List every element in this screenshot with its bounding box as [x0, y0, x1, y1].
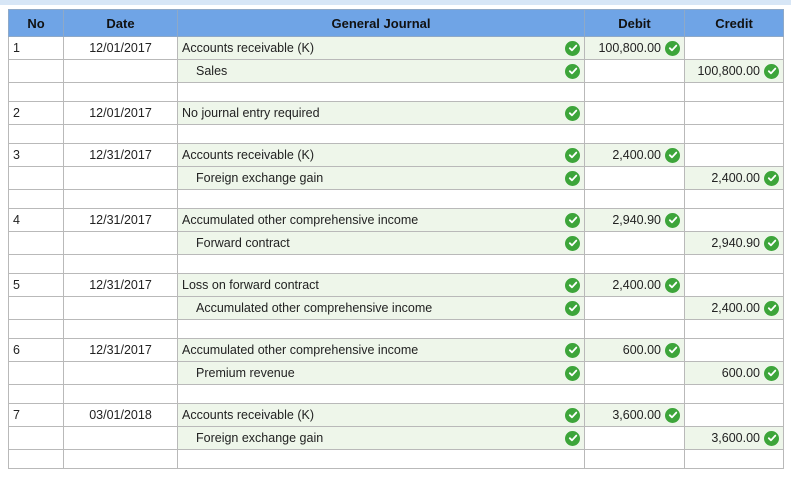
check-circle-icon	[565, 431, 580, 446]
check-circle-icon	[565, 213, 580, 228]
account-field[interactable]	[178, 144, 585, 167]
debit-value: 3,600.00	[612, 408, 661, 422]
table-row	[9, 255, 784, 274]
debit-amount-field	[585, 102, 685, 125]
account-field[interactable]	[178, 209, 585, 232]
header-credit: Credit	[685, 10, 784, 37]
account-field[interactable]	[178, 102, 585, 125]
check-circle-icon	[764, 64, 779, 79]
check-circle-icon	[764, 171, 779, 186]
account-field[interactable]	[178, 297, 585, 320]
entry-date: 12/31/2017	[64, 339, 178, 362]
account-field[interactable]	[178, 167, 585, 190]
credit-amount-field	[685, 125, 784, 144]
credit-amount-field	[685, 404, 784, 427]
check-circle-icon	[764, 301, 779, 316]
debit-value: 600.00	[622, 343, 661, 357]
check-circle-icon	[665, 148, 680, 163]
entry-number	[9, 255, 64, 274]
entry-number: 2	[9, 102, 64, 125]
debit-value: 2,400.00	[612, 278, 661, 292]
entry-date: 12/01/2017	[64, 102, 178, 125]
entry-number	[9, 167, 64, 190]
account-name: Accounts receivable (K)	[182, 41, 315, 55]
entry-date	[64, 83, 178, 102]
credit-amount-field[interactable]	[685, 167, 784, 190]
table-row	[9, 362, 784, 385]
check-circle-icon	[764, 366, 779, 381]
debit-value: 2,940.90	[612, 213, 661, 227]
check-circle-icon	[565, 64, 580, 79]
check-circle-icon	[764, 236, 779, 251]
debit-value: 100,800.00	[598, 41, 661, 55]
credit-amount-field	[685, 144, 784, 167]
entry-number	[9, 60, 64, 83]
credit-amount-field[interactable]	[685, 232, 784, 255]
debit-amount-field	[585, 190, 685, 209]
entry-date	[64, 320, 178, 339]
entry-number	[9, 320, 64, 339]
debit-amount-field	[585, 450, 685, 469]
check-circle-icon	[565, 301, 580, 316]
credit-value: 600.00	[721, 366, 760, 380]
account-field[interactable]	[178, 274, 585, 297]
entry-date	[64, 190, 178, 209]
debit-amount-field[interactable]	[585, 37, 685, 60]
check-circle-icon	[665, 41, 680, 56]
header-row	[9, 10, 784, 37]
entry-number	[9, 297, 64, 320]
account-field[interactable]	[178, 232, 585, 255]
entry-number	[9, 427, 64, 450]
top-bar	[0, 0, 791, 5]
debit-amount-field	[585, 255, 685, 274]
credit-amount-field[interactable]	[685, 362, 784, 385]
table-row	[9, 297, 784, 320]
entry-date: 12/01/2017	[64, 37, 178, 60]
entry-date	[64, 255, 178, 274]
entry-number	[9, 385, 64, 404]
check-circle-icon	[565, 366, 580, 381]
account-name: Accumulated other comprehensive income	[182, 213, 419, 227]
check-circle-icon	[565, 343, 580, 358]
entry-number: 4	[9, 209, 64, 232]
account-field	[178, 450, 585, 469]
debit-amount-field	[585, 385, 685, 404]
table-row	[9, 385, 784, 404]
header-debit: Debit	[585, 10, 685, 37]
credit-value: 2,400.00	[711, 301, 760, 315]
check-circle-icon	[665, 408, 680, 423]
entry-date	[64, 362, 178, 385]
debit-amount-field	[585, 297, 685, 320]
debit-amount-field[interactable]	[585, 404, 685, 427]
header-date: Date	[64, 10, 178, 37]
table-row	[9, 125, 784, 144]
account-name: Accounts receivable (K)	[182, 408, 315, 422]
table-row	[9, 144, 784, 167]
debit-amount-field	[585, 60, 685, 83]
entry-date	[64, 60, 178, 83]
check-circle-icon	[665, 213, 680, 228]
entry-date: 12/31/2017	[64, 144, 178, 167]
entry-date: 03/01/2018	[64, 404, 178, 427]
table-row	[9, 167, 784, 190]
entry-number: 1	[9, 37, 64, 60]
account-name: Foreign exchange gain	[196, 171, 324, 185]
table-row	[9, 427, 784, 450]
debit-amount-field	[585, 83, 685, 102]
debit-value: 2,400.00	[612, 148, 661, 162]
account-name: Accounts receivable (K)	[182, 148, 315, 162]
entry-number	[9, 83, 64, 102]
account-field	[178, 125, 585, 144]
entry-date	[64, 450, 178, 469]
general-journal-table	[8, 9, 784, 469]
check-circle-icon	[565, 148, 580, 163]
check-circle-icon	[565, 41, 580, 56]
credit-amount-field	[685, 102, 784, 125]
account-field[interactable]	[178, 404, 585, 427]
debit-amount-field	[585, 232, 685, 255]
entry-number: 3	[9, 144, 64, 167]
credit-amount-field	[685, 37, 784, 60]
account-name: Accumulated other comprehensive income	[196, 301, 433, 315]
entry-number	[9, 190, 64, 209]
entry-date	[64, 232, 178, 255]
credit-amount-field	[685, 320, 784, 339]
credit-amount-field	[685, 83, 784, 102]
debit-amount-field	[585, 125, 685, 144]
credit-amount-field	[685, 190, 784, 209]
credit-amount-field	[685, 450, 784, 469]
entry-number	[9, 125, 64, 144]
table-row	[9, 404, 784, 427]
check-circle-icon	[565, 106, 580, 121]
entry-date	[64, 297, 178, 320]
credit-value: 2,940.90	[711, 236, 760, 250]
account-field	[178, 320, 585, 339]
credit-amount-field[interactable]	[685, 427, 784, 450]
debit-amount-field	[585, 427, 685, 450]
credit-amount-field	[685, 339, 784, 362]
table-row	[9, 450, 784, 469]
check-circle-icon	[565, 408, 580, 423]
check-circle-icon	[764, 431, 779, 446]
account-field[interactable]	[178, 60, 585, 83]
check-circle-icon	[665, 343, 680, 358]
credit-value: 3,600.00	[711, 431, 760, 445]
account-name: Forward contract	[196, 236, 290, 250]
account-field[interactable]	[178, 362, 585, 385]
check-circle-icon	[565, 236, 580, 251]
account-name: No journal entry required	[182, 106, 320, 120]
account-field[interactable]	[178, 339, 585, 362]
credit-value: 100,800.00	[697, 64, 760, 78]
check-circle-icon	[665, 278, 680, 293]
credit-amount-field	[685, 385, 784, 404]
header-general-journal: General Journal	[178, 10, 585, 37]
table-row	[9, 274, 784, 297]
debit-amount-field[interactable]	[585, 144, 685, 167]
credit-amount-field	[685, 255, 784, 274]
entry-number: 5	[9, 274, 64, 297]
entry-number: 7	[9, 404, 64, 427]
account-field	[178, 83, 585, 102]
header-no: No	[9, 10, 64, 37]
entry-date	[64, 385, 178, 404]
account-field[interactable]	[178, 427, 585, 450]
entry-date	[64, 427, 178, 450]
account-field	[178, 255, 585, 274]
credit-amount-field[interactable]	[685, 297, 784, 320]
table-row	[9, 232, 784, 255]
credit-amount-field	[685, 209, 784, 232]
debit-amount-field[interactable]	[585, 274, 685, 297]
entry-date: 12/31/2017	[64, 209, 178, 232]
table-row	[9, 102, 784, 125]
entry-number: 6	[9, 339, 64, 362]
credit-amount-field	[685, 274, 784, 297]
account-field	[178, 385, 585, 404]
table-row	[9, 83, 784, 102]
account-field[interactable]	[178, 37, 585, 60]
table-row	[9, 320, 784, 339]
entry-date: 12/31/2017	[64, 274, 178, 297]
debit-amount-field	[585, 362, 685, 385]
table-row	[9, 37, 784, 60]
table-row	[9, 209, 784, 232]
account-field	[178, 190, 585, 209]
account-name: Premium revenue	[196, 366, 295, 380]
account-name: Foreign exchange gain	[196, 431, 324, 445]
entry-date	[64, 167, 178, 190]
table-row	[9, 339, 784, 362]
entry-number	[9, 450, 64, 469]
entry-number	[9, 362, 64, 385]
debit-amount-field[interactable]	[585, 339, 685, 362]
account-name: Accumulated other comprehensive income	[182, 343, 419, 357]
check-circle-icon	[565, 171, 580, 186]
entry-number	[9, 232, 64, 255]
table-row	[9, 190, 784, 209]
account-name: Sales	[196, 64, 228, 78]
debit-amount-field[interactable]	[585, 209, 685, 232]
credit-amount-field[interactable]	[685, 60, 784, 83]
entry-date	[64, 125, 178, 144]
account-name: Loss on forward contract	[182, 278, 319, 292]
credit-value: 2,400.00	[711, 171, 760, 185]
debit-amount-field	[585, 320, 685, 339]
debit-amount-field	[585, 167, 685, 190]
check-circle-icon	[565, 278, 580, 293]
table-row	[9, 60, 784, 83]
